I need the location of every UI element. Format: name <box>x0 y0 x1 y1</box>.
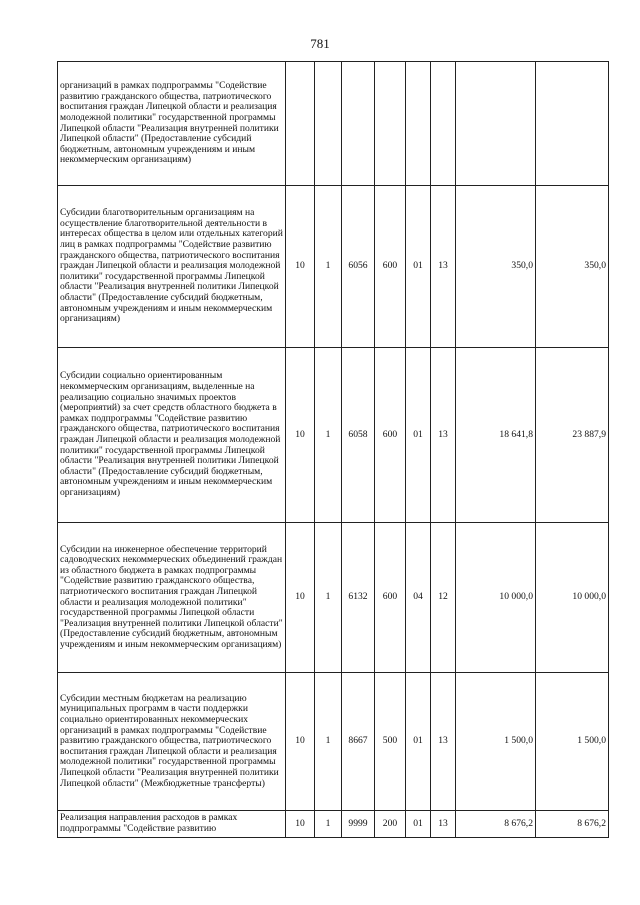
subprogram-code: 1 <box>315 811 342 838</box>
table-row <box>58 62 609 186</box>
section-code: 01 <box>406 673 431 811</box>
direction-code: 6132 <box>342 523 375 673</box>
direction-code <box>342 62 375 186</box>
amount-1: 18 641,8 <box>456 348 536 523</box>
program-code <box>286 62 315 186</box>
subsection-code: 13 <box>431 811 456 838</box>
expense-type-code: 500 <box>375 673 406 811</box>
table-row <box>58 523 609 673</box>
subprogram-code: 1 <box>315 523 342 673</box>
table-row <box>58 348 609 523</box>
row-description: Субсидии социально ориентированным некоммерческим организациям, выделенные на реализацию социально значимых проектов (мероприятий) за счет средств областного бюджета в рамках подпрограммы "Содействие развитию гражданского общества, патриотического воспитания граждан Липецкой области и реализация молодежной политики" государственной программы Липецкой области "Реализация внутренней политики Липецкой области" (Предоставление субсидий бюджетным, автономным учреждениям и иным некоммерческим организациям) <box>58 348 286 523</box>
program-code: 10 <box>286 811 315 838</box>
section-code: 01 <box>406 348 431 523</box>
table-row <box>58 673 609 811</box>
amount-2 <box>536 62 609 186</box>
row-description: Субсидии на инженерное обеспечение территорий садоводческих некоммерческих объединений граждан из областного бюджета в рамках подпрограммы "Содействие развитию гражданского общества, патриотического воспитания граждан Липецкой области и реализация молодежной политики" государственной программы Липецкой области "Реализация внутренней политики Липецкой области" (Предоставление субсидий бюджетным, автономным учреждениям и иным некоммерческим организациям) <box>58 523 286 673</box>
subsection-code: 13 <box>431 673 456 811</box>
expense-type-code: 200 <box>375 811 406 838</box>
row-description: организаций в рамках подпрограммы "Содействие развитию гражданского общества, патриотического воспитания граждан Липецкой области и реализация молодежной политики" государственной программы Липецкой области "Реализация внутренней политики Липецкой области" (Предоставление субсидий бюджетным, автономным учреждениям и иным некоммерческим организациям) <box>58 62 286 186</box>
section-code <box>406 62 431 186</box>
program-code: 10 <box>286 186 315 348</box>
section-code: 01 <box>406 186 431 348</box>
expense-type-code: 600 <box>375 523 406 673</box>
amount-1: 350,0 <box>456 186 536 348</box>
row-description: Реализация направления расходов в рамках подпрограммы "Содействие развитию <box>58 811 286 838</box>
expense-type-code <box>375 62 406 186</box>
subsection-code: 12 <box>431 523 456 673</box>
amount-1 <box>456 62 536 186</box>
direction-code: 6056 <box>342 186 375 348</box>
subprogram-code: 1 <box>315 673 342 811</box>
page-number: 781 <box>310 36 330 51</box>
amount-2: 10 000,0 <box>536 523 609 673</box>
program-code: 10 <box>286 673 315 811</box>
direction-code: 8667 <box>342 673 375 811</box>
amount-2: 23 887,9 <box>536 348 609 523</box>
amount-2: 350,0 <box>536 186 609 348</box>
budget-table <box>57 61 609 838</box>
section-code: 01 <box>406 811 431 838</box>
direction-code: 6058 <box>342 348 375 523</box>
amount-1: 10 000,0 <box>456 523 536 673</box>
direction-code: 9999 <box>342 811 375 838</box>
expense-type-code: 600 <box>375 348 406 523</box>
program-code: 10 <box>286 523 315 673</box>
amount-2: 1 500,0 <box>536 673 609 811</box>
subsection-code: 13 <box>431 348 456 523</box>
section-code: 04 <box>406 523 431 673</box>
amount-1: 1 500,0 <box>456 673 536 811</box>
amount-2: 8 676,2 <box>536 811 609 838</box>
table-row <box>58 811 609 838</box>
row-description: Субсидии местным бюджетам на реализацию муниципальных программ в части поддержки социально ориентированных некоммерческих организаций в рамках подпрограммы "Содействие развитию гражданского общества, патриотического воспитания граждан Липецкой области и реализация молодежной политики" государственной программы Липецкой области "Реализация внутренней политики Липецкой области" (Межбюджетные трансферты) <box>58 673 286 811</box>
expense-type-code: 600 <box>375 186 406 348</box>
subprogram-code <box>315 62 342 186</box>
subprogram-code: 1 <box>315 186 342 348</box>
row-description: Субсидии благотворительным организациям на осуществление благотворительной деятельности в интересах общества в целом или отдельных категорий лиц в рамках подпрограммы "Содействие развитию гражданского общества, патриотического воспитания граждан Липецкой области и реализация молодежной политики" государственной программы Липецкой области "Реализация внутренней политики Липецкой области" (Предоставление субсидий бюджетным, автономным учреждениям и иным некоммерческим организациям) <box>58 186 286 348</box>
subsection-code: 13 <box>431 186 456 348</box>
subprogram-code: 1 <box>315 348 342 523</box>
program-code: 10 <box>286 348 315 523</box>
amount-1: 8 676,2 <box>456 811 536 838</box>
subsection-code <box>431 62 456 186</box>
table-row <box>58 186 609 348</box>
